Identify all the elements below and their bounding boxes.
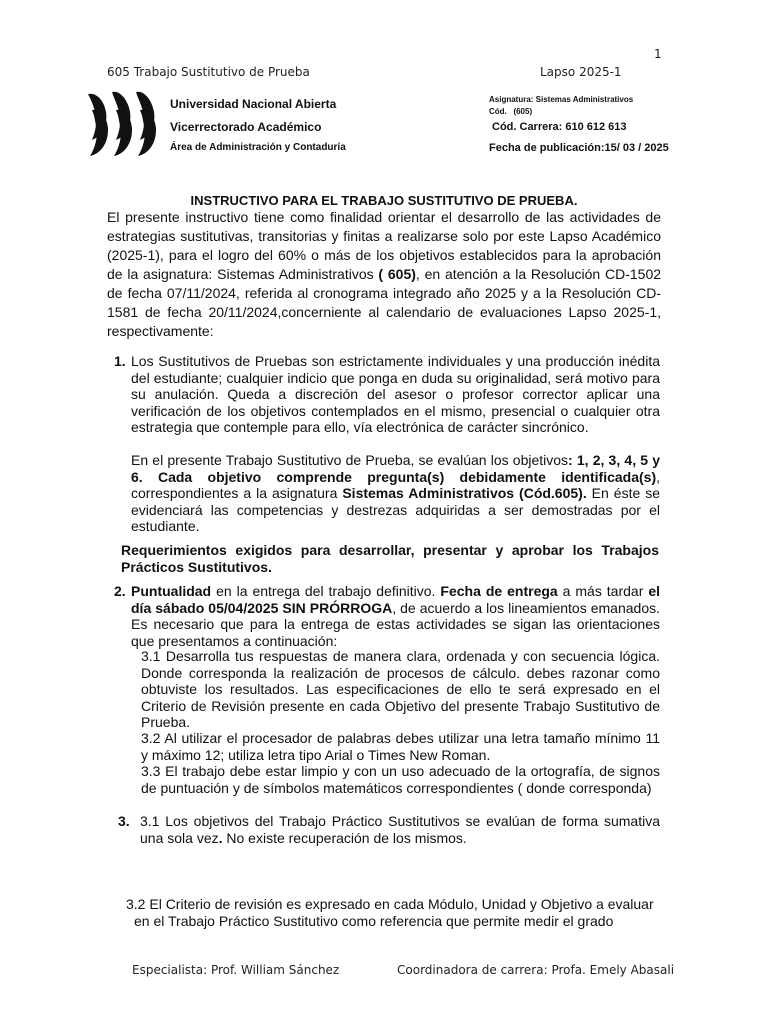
header-lapso: Lapso 2025-1 xyxy=(540,65,622,79)
page-number: 1 xyxy=(654,47,662,61)
item-3-text: 3.1 Los objetivos del Trabajo Práctico Sustitutivos se evalúan de forma sumativa una sola vez. No existe recuperación de los mismos. xyxy=(140,813,660,846)
item-2-sub-3-2: 3.2 Al utilizar el procesador de palabras debes utilizar una letra tamaño mínimo 11 y máximo 12; utiliza letra tipo Arial o Times New Roman. xyxy=(141,730,660,763)
item-3-2-line-1: 3.2 El Criterio de revisión es expresado en cada Módulo, Unidad y Objetivo a evaluar xyxy=(126,896,654,912)
footer-specialist: Especialista: Prof. William Sánchez xyxy=(132,963,340,977)
document-title: INSTRUCTIVO PARA EL TRABAJO SUSTITUTIVO DE PRUEBA. xyxy=(190,193,578,208)
header-course-title: 605 Trabajo Sustitutivo de Prueba xyxy=(107,65,310,79)
item-3-2-line-2: en el Trabajo Práctico Sustitutivo como referencia que permite medir el grado xyxy=(134,913,614,929)
requirements-heading: Requerimientos exigidos para desarrollar, presentar y aprobar los Trabajos Prácticos Sustitutivos. xyxy=(121,542,659,575)
footer-coordinator: Coordinadora de carrera: Profa. Emely Abasali xyxy=(397,963,675,977)
subject-label: Asignatura: Sistemas Administrativos xyxy=(489,95,634,104)
institution-name: Universidad Nacional Abierta xyxy=(170,97,337,111)
vice-rectorate: Vicerrectorado Académico xyxy=(170,120,322,134)
subject-code: Cód. (605) xyxy=(489,107,533,116)
item-2-number: 2. xyxy=(114,583,126,599)
publication-date: Fecha de publicación:15/ 03 / 2025 xyxy=(489,142,669,154)
item-1-objectives: En el presente Trabajo Sustitutivo de Prueba, se evalúan los objetivos: 1, 2, 3, 4, 5 y 6. Cada objetivo comprende pregunta(s) debidamente identificada(s), correspondientes a la asignatura Sistemas Administrativos (Cód.605). En éste se evidenciará las competencias y destrezas adquiridas a ser demostradas por el estudiante. xyxy=(131,452,660,534)
item-3-number: 3. xyxy=(118,813,130,829)
intro-paragraph: El presente instructivo tiene como finalidad orientar el desarrollo de las actividades de estrategias sustitutivas, transitorias y finitas a realizarse solo por este Lapso Académico (2025-1), para el logro del 60% o más de los objetivos establecidos para la aprobación de la asignatura: Sistemas Administrativos ( 605), en atención a la Resolución CD-1502 de fecha 07/11/2024, referida al cronograma integrado año 2025 y a la Resolución CD-1581 de fecha 20/11/2024,concerniente al calendario de evaluaciones Lapso 2025-1, respectivamente: xyxy=(107,209,662,339)
item-2-sub-3-3: 3.3 El trabajo debe estar limpio y con un uso adecuado de la ortografía, de signos de puntuación y de símbolos matemáticos correspondientes ( donde corresponda) xyxy=(141,763,660,796)
item-1-number: 1. xyxy=(114,353,126,369)
career-code: Cód. Carrera: 610 612 613 xyxy=(492,121,627,133)
item-2-text: Puntualidad en la entrega del trabajo definitivo. Fecha de entrega a más tardar el día sábado 05/04/2025 SIN PRÓRROGA, de acuerdo a los lineamientos emanados. Es necesario que para la entrega de estas actividades se sigan las orientaciones que presentamos a continuación: xyxy=(131,583,660,649)
area-name: Área de Administración y Contaduría xyxy=(170,142,346,153)
una-logo-icon xyxy=(86,90,156,158)
item-2-sub-3-1: 3.1 Desarrolla tus respuestas de manera clara, ordenada y con secuencia lógica. Donde corresponda la realización de procesos de cálculo. debes razonar como obtuviste los resultados. Las especificaciones de ello te será expresado en el Criterio de Revisión presente en cada Objetivo del presente Trabajo Sustitutivo de Prueba. xyxy=(141,648,660,730)
item-1-text: Los Sustitutivos de Pruebas son estrictamente individuales y una producción inédita del estudiante; cualquier indicio que ponga en duda su originalidad, será motivo para su anulación. Queda a discreción del asesor o profesor corrector aplicar una verificación de los objetivos contemplados en el mismo, presencial o cualquier otra estrategia que contemple para ello, vía electrónica de carácter sincrónico. xyxy=(131,353,660,435)
